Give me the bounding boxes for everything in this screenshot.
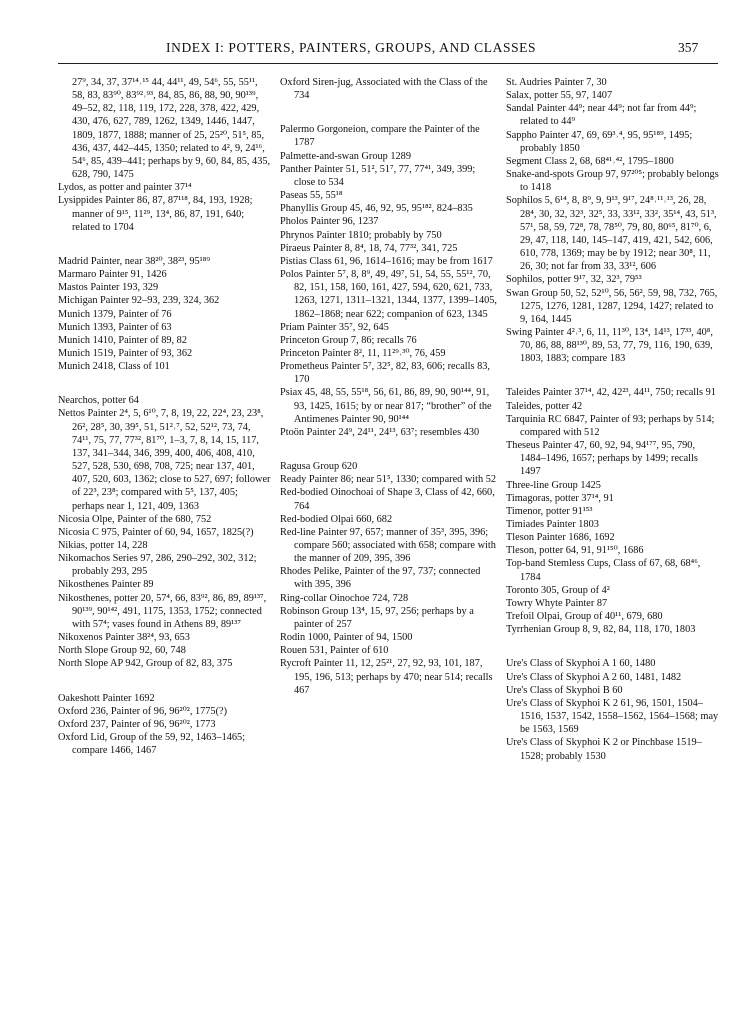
index-entry: Timagoras, potter 37¹⁴, 91 bbox=[506, 492, 614, 504]
index-entry: Red-line Painter 97, 657; manner of 35³, 395, 396; compare 560; associated with 658; compare with the manner of 209, 395, 396 bbox=[280, 526, 496, 565]
index-entry: Lydos, as potter and painter 37¹⁴ bbox=[58, 182, 192, 194]
section-gap bbox=[58, 234, 272, 255]
index-entry: Munich 2418, Class of 101 bbox=[58, 361, 170, 373]
index-entry: Sophilos 5, 6¹⁴, 8, 8⁹, 9, 9¹³, 9¹⁷, 24⁸˒¹¹˒¹³, 26, 28, 28⁴, 30, 32, 32³, 32⁵, 33, 33¹², 33², 35¹⁴, 43, 51³, 57¹, 58, 59, 72⁸, 78, 78⁵⁰, 79, 80, 80⁶⁵, 81⁷⁰, 6, 29, 47, 118, 140, 145–147, 419, 421, 542, 606, 610, 778, 1369; may be by 1912; near 30⁸, 11, 26, 30; not far from 33, 33¹², 606 bbox=[506, 195, 717, 273]
running-title: INDEX I: POTTERS, PAINTERS, GROUPS, AND CLASSES bbox=[166, 40, 537, 55]
index-entry: Salax, potter 55, 97, 1407 bbox=[506, 90, 613, 102]
index-entry: Toronto 305, Group of 4² bbox=[506, 584, 610, 596]
index-entry: Lysippides Painter 86, 87, 87¹¹⁸, 84, 193, 1928; manner of 9¹⁵, 11²⁹, 13⁴, 86, 87, 191, 640; related to 1704 bbox=[58, 195, 253, 233]
index-entry: Munich 1519, Painter of 93, 362 bbox=[58, 347, 193, 359]
index-entry: Nicosia C 975, Painter of 60, 94, 1657, 1825(?) bbox=[58, 526, 254, 538]
index-entry: Panther Painter 51, 51², 51⁷, 77, 77⁴¹, 349, 399; close to 534 bbox=[280, 163, 476, 188]
header-rule bbox=[58, 63, 718, 64]
index-entry: Ring-collar Oinochoe 724, 728 bbox=[280, 592, 409, 604]
index-entry: Taleides Painter 37¹⁴, 42, 42²³, 44¹¹, 750; recalls 91 bbox=[506, 387, 716, 399]
section-gap bbox=[58, 373, 272, 394]
index-entry: Sophilos, potter 9¹⁷, 32, 32³, 79⁵³ bbox=[506, 274, 642, 286]
index-entry: Nettos Painter 2⁴, 5, 6¹⁰, 7, 8, 19, 22, 22⁴, 23, 23⁸, 26², 28⁵, 30, 39⁵, 51, 51²˒⁷, 52, 52¹², 73, 74, 74¹¹, 75, 77, 77³², 81⁷⁰, 1–3, 7, 8, 14, 15, 117, 137, 341–344, 346, 399, 400, 406, 408, 410, 527, 528, 530, 698, 708, 725; near 137, 401, 407, 520, 603, 1362; close to 527, 697; follower of 22³, 23⁸; compared with 5⁵, 137, 405; perhaps near 1, 121, 409, 1363 bbox=[58, 408, 271, 512]
index-entry: Tleson Painter 1686, 1692 bbox=[506, 532, 615, 544]
index-entry: Nikosthenes Painter 89 bbox=[58, 579, 154, 591]
index-entry: North Slope Group 92, 60, 748 bbox=[58, 645, 186, 657]
index-entry: Priam Painter 35⁷, 92, 645 bbox=[280, 321, 389, 333]
index-entry: Ure's Class of Skyphoi A 2 60, 1481, 1482 bbox=[506, 671, 682, 683]
index-entry: Oxford Siren-jug, Associated with the Class of the 734 bbox=[280, 77, 488, 102]
index-entry: Nikomachos Series 97, 286, 290–292, 302, 312; probably 293, 295 bbox=[58, 553, 257, 578]
index-entry: Tarquinia RC 6847, Painter of 93; perhaps by 514; compared with 512 bbox=[506, 413, 715, 438]
section-gap bbox=[506, 365, 720, 386]
index-entry: Oakeshott Painter 1692 bbox=[58, 692, 155, 704]
index-entry: Robinson Group 13⁴, 15, 97, 256; perhaps by a painter of 257 bbox=[280, 605, 474, 630]
index-entry: Princeton Painter 8², 11, 11²⁹˒³⁰, 76, 459 bbox=[280, 347, 446, 359]
index-entry: Palermo Gorgoneion, compare the Painter of the 1787 bbox=[280, 124, 480, 149]
index-entry: Oxford 236, Painter of 96, 96²⁰², 1775(?) bbox=[58, 705, 228, 717]
page-header bbox=[0, 40, 748, 62]
index-entry: Red-bodied Olpai 660, 682 bbox=[280, 513, 393, 525]
index-entry: Ready Painter 86; near 51⁵, 1330; compared with 52 bbox=[280, 474, 497, 486]
index-entry: Timiades Painter 1803 bbox=[506, 519, 599, 530]
index-entry: Swan Group 50, 52, 52¹⁰, 56, 56², 59, 98, 732, 765, 1275, 1276, 1281, 1287, 1294, 1427; related to 9, 164, 1445 bbox=[506, 287, 718, 325]
index-entry: Psiax 45, 48, 55, 55¹⁸, 56, 61, 86, 89, 90, 90¹⁴⁴, 91, 93, 1425, 1615; by or near 817; “brother” of the Antimenes Painter 90, 90¹⁴⁴ bbox=[280, 387, 492, 425]
index-entry: Sappho Painter 47, 69, 69³˒⁴, 95, 95¹⁸⁹, 1495; probably 1850 bbox=[506, 129, 693, 154]
index-entry: Ragusa Group 620 bbox=[280, 461, 358, 473]
index-entry: Theseus Painter 47, 60, 92, 94, 94¹⁷⁷, 95, 790, 1484–1496, 1657; perhaps by 1499; recalls 1497 bbox=[506, 440, 698, 478]
section-gap bbox=[506, 636, 720, 657]
index-entry: Paseas 55, 55¹⁸ bbox=[280, 190, 343, 202]
index-entry: Madrid Painter, near 38²⁰, 38²³, 95¹⁸⁹ bbox=[58, 255, 210, 267]
index-entry: Ure's Class of Skyphoi A 1 60, 1480 bbox=[506, 658, 656, 670]
index-entry: Tleson, potter 64, 91, 91¹⁵⁰, 1686 bbox=[506, 545, 644, 557]
index-entry: Munich 1410, Painter of 89, 82 bbox=[58, 334, 187, 346]
index-entry: Trefoil Olpai, Group of 40¹¹, 679, 680 bbox=[506, 611, 663, 623]
index-entry: Three-line Group 1425 bbox=[506, 479, 601, 491]
index-entry: Nikias, potter 14, 228 bbox=[58, 540, 148, 551]
index-entry: Snake-and-spots Group 97, 97²⁰⁵; probably belongs to 1418 bbox=[506, 169, 719, 194]
index-entry: Nicosia Olpe, Painter of the 680, 752 bbox=[58, 513, 212, 525]
index-column-3 bbox=[506, 76, 720, 763]
index-entry: Nearchos, potter 64 bbox=[58, 395, 139, 407]
index-entry: Red-bodied Oinochoai of Shape 3, Class of 42, 660, 764 bbox=[280, 487, 495, 512]
index-entry: Piraeus Painter 8, 8⁴, 18, 74, 77³², 341, 725 bbox=[280, 242, 458, 254]
index-entry: Polos Painter 5⁷, 8, 8⁹, 49, 49⁷, 51, 54, 55, 55¹², 70, 82, 151, 158, 160, 161, 427, 594, 620, 621, 733, 1263, 1271, 1311–1321, 1344, 1377, 1399–1405, 1862–1868; near 622; companion of 623, 1345 bbox=[280, 269, 497, 320]
index-entry: Timenor, potter 91¹⁵³ bbox=[506, 505, 593, 517]
index-entry: Pistias Class 61, 96, 1614–1616; may be from 1617 bbox=[280, 255, 493, 267]
index-entry: Nikoxenos Painter 38²⁴, 93, 653 bbox=[58, 632, 190, 644]
index-entry: Segment Class 2, 68, 68⁴¹˒⁴², 1795–1800 bbox=[506, 155, 674, 167]
index-entry: Ptoön Painter 24⁹, 24¹¹, 24¹³, 63⁷; resembles 430 bbox=[280, 426, 480, 438]
index-entry: Phrynos Painter 1810; probably by 750 bbox=[280, 229, 442, 241]
index-entry: St. Audries Painter 7, 30 bbox=[506, 77, 607, 88]
index-entry: Swing Painter 4²˒³, 6, 11, 11³⁰, 13⁴, 14¹³, 17³³, 40⁸, 70, 86, 88, 88¹³⁰, 89, 53, 77, 79, 116, 190, 639, 1803, 1883; compare 183 bbox=[506, 326, 713, 365]
index-entry: Munich 1393, Painter of 63 bbox=[58, 321, 172, 333]
index-entry: Prometheus Painter 5⁷, 32⁵, 82, 83, 606; recalls 83, 170 bbox=[280, 361, 490, 386]
index-entry: Rycroft Painter 11, 12, 25²¹, 27, 92, 93, 101, 187, 195, 196, 513; perhaps by 470; near 514; recalls 467 bbox=[280, 658, 493, 696]
index-entry: Rhodes Pelike, Painter of the 97, 737; connected with 395, 396 bbox=[280, 566, 481, 591]
index-entry: 27⁹, 34, 37, 37¹⁴˒¹⁵ 44, 44¹¹, 49, 54⁶, 55, 55¹¹, 58, 83, 83⁹⁰, 83⁹²˒⁹³, 84, 85, 86, 88, 90, 90¹³⁹, 49–52, 82, 118, 119, 172, 228, 378, 422, 429, 430, 476, 627, 789, 1262, 1349, 1446, 1447, 1809, 1877, 1888; manner of 25, 25²⁰, 51⁵, 85, 436, 437, 442–445, 1350; related to 4², 9, 24¹⁶, 54⁶, 85, 439–441; perhaps by 9, 60, 84, 85, 435, 628, 790, 1475 bbox=[72, 77, 271, 181]
index-column-1 bbox=[58, 76, 272, 757]
index-entry: Michigan Painter 92–93, 239, 324, 362 bbox=[58, 295, 220, 307]
index-entry: Oxford Lid, Group of the 59, 92, 1463–1465; compare 1466, 1467 bbox=[58, 732, 246, 757]
index-entry: Top-band Stemless Cups, Class of 67, 68, 68⁴⁶, 1784 bbox=[506, 558, 701, 583]
index-entry: Ure's Class of Skyphoi K 2 61, 96, 1501, 1504–1516, 1537, 1542, 1558–1562, 1564–1568; may be 1563, 1569 bbox=[506, 697, 719, 736]
section-gap bbox=[280, 102, 498, 123]
index-entry: Taleides, potter 42 bbox=[506, 400, 583, 412]
index-entry: Palmette-and-swan Group 1289 bbox=[280, 150, 411, 162]
index-entry: Pholos Painter 96, 1237 bbox=[280, 216, 379, 228]
index-entry: Ure's Class of Skyphoi B 60 bbox=[506, 684, 623, 696]
index-entry: Towry Whyte Painter 87 bbox=[506, 597, 608, 609]
index-entry: Phanyllis Group 45, 46, 92, 95, 95¹⁸², 824–835 bbox=[280, 203, 473, 215]
index-entry: Tyrrhenian Group 8, 9, 82, 84, 118, 170, 1803 bbox=[506, 624, 696, 636]
index-entry: Mastos Painter 193, 329 bbox=[58, 282, 159, 294]
index-entry: Munich 1379, Painter of 76 bbox=[58, 308, 172, 320]
index-entry: Marmaro Painter 91, 1426 bbox=[58, 269, 167, 281]
index-entry: Rouen 531, Painter of 610 bbox=[280, 645, 389, 657]
index-entry: Nikosthenes, potter 20, 57⁴, 66, 83⁹², 86, 89, 89¹³⁷, 90¹³⁹, 90¹⁴², 491, 1175, 1353, 1752; connected with 57⁴; vases found in Athens 89, 89¹³⁷ bbox=[58, 592, 267, 630]
page-number: 357 bbox=[678, 40, 699, 55]
index-entry: Rodin 1000, Painter of 94, 1500 bbox=[280, 632, 413, 644]
index-entry: Sandal Painter 44⁹; near 44⁹; not far from 44⁹; related to 44⁹ bbox=[506, 103, 697, 128]
index-entry: Princeton Group 7, 86; recalls 76 bbox=[280, 334, 417, 346]
section-gap bbox=[58, 671, 272, 692]
index-entry: Oxford 237, Painter of 96, 96²⁰², 1773 bbox=[58, 718, 216, 730]
index-column-2 bbox=[280, 76, 498, 697]
index-entry: North Slope AP 942, Group of 82, 83, 375 bbox=[58, 658, 233, 670]
section-gap bbox=[280, 439, 498, 460]
index-entry: Ure's Class of Skyphoi K 2 or Pinchbase 1519–1528; probably 1530 bbox=[506, 737, 702, 762]
